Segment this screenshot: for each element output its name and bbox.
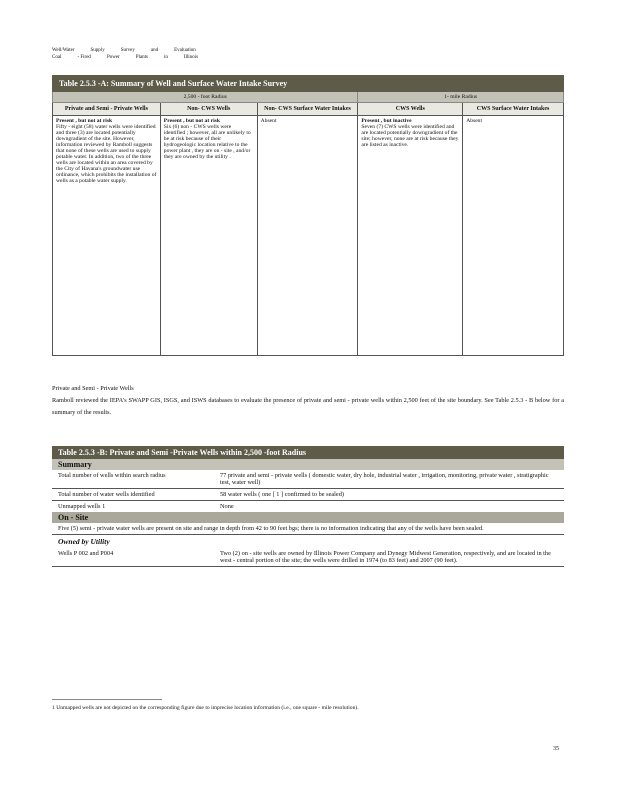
cell-lead: Absent — [260, 118, 277, 124]
table-cell — [463, 116, 564, 356]
row-label: Unmapped wells 1 — [58, 503, 106, 510]
header-word: Survey — [120, 48, 135, 53]
table-cell — [160, 116, 257, 356]
header-word: Well/Water — [52, 48, 75, 53]
paragraph-heading: Private and Semi - Private Wells — [52, 385, 134, 392]
header-word: Illinois — [183, 55, 199, 60]
header-word: Supply — [90, 48, 105, 53]
header-word: Power — [106, 55, 120, 60]
table-cell — [53, 116, 161, 356]
table-title: Table 2.5.3 -A: Summary of Well and Surface Water Intake Survey — [53, 76, 564, 92]
page-number: 35 — [553, 746, 559, 752]
footnote: 1 Unmapped wells are not depicted on the corresponding figure due to imprecise location information (i.e., one square - mile resolution). — [52, 705, 359, 711]
cell-lead: Present , but inactive — [361, 118, 412, 124]
column-header: CWS Wells — [358, 103, 463, 116]
radius-1mile-header: 1- mile Radius — [358, 92, 564, 103]
cell-text: Six (6) non - CWS wells were identified ; however, all are unlikely to be at risk because of their hydrogeologic location relative to the power plant , they are on - site , and/or they are owned by the utility . — [163, 124, 251, 160]
header-word: Coal — [52, 55, 62, 60]
radius-2500-header: 2,500 - foot Radius — [53, 92, 358, 103]
row-value: Two (2) on - site wells are owned by Illinois Power Company and Dynegy Midwest Generation, respectively, and are located in the west - central portion of the site; the wells were drilled in 1974 (to 83 feet) and 2007 (90 feet). — [214, 548, 564, 567]
section-label: On - Site — [52, 512, 564, 523]
table-cell — [257, 116, 358, 356]
column-header: Private and Semi - Private Wells — [53, 103, 161, 116]
paragraph-body: Ramboll reviewed the IEPA's SWAPP GIS, ISGS, and ISWS databases to evaluate the presence of private and semi - private wells within 2,500 feet of the site boundary. See Table 2.5.3 - B below for a summary of the results. — [52, 397, 564, 416]
row-value: 58 water wells ( one [ 1 ] confirmed to be sealed) — [214, 489, 564, 501]
header-word: and — [150, 48, 159, 53]
body-paragraph — [52, 383, 564, 419]
footnote-divider — [52, 699, 162, 700]
header-word: Evaluation — [174, 48, 196, 53]
cell-text: Seven (7) CWS wells were identified and are located potentially downgradient of the site; however, none are at risk because they are listed as inactive. — [361, 124, 459, 148]
onsite-text: Five (5) semi - private water wells are present on site and range in depth from 42 to 90 feet bgs; there is no information indicating that any of the wells have been sealed. — [52, 523, 564, 535]
table-cell — [358, 116, 463, 356]
header-word: in — [163, 55, 168, 60]
header-word: - Fired — [77, 55, 91, 60]
column-header: Non- CWS Surface Water Intakes — [257, 103, 358, 116]
row-label: Total number of wells within search radius — [52, 470, 214, 489]
row-label: Total number of water wells identified — [52, 489, 214, 501]
table-title: Table 2.5.3 -B: Private and Semi -Private Wells within 2,500 -foot Radius — [52, 446, 564, 459]
owned-label: Owned by Utility — [58, 537, 110, 546]
column-header: Non- CWS Wells — [160, 103, 257, 116]
section-label: Summary — [52, 459, 564, 470]
summary-table — [52, 75, 564, 356]
running-header — [52, 47, 232, 61]
row-value: 77 private and semi - private wells ( domestic water, dry hole, industrial water , irrigation, monitoring, private water , stratigraphic test, water well) — [214, 470, 564, 489]
column-header: CWS Surface Water Intakes — [463, 103, 564, 116]
header-word: Plants — [135, 55, 148, 60]
cell-lead: Absent — [466, 118, 483, 124]
row-value: None — [220, 503, 234, 510]
cell-lead: Present , but not at risk — [56, 118, 113, 124]
row-label: Wells P 002 and P004 — [52, 548, 214, 567]
cell-lead: Present , but not at risk — [163, 118, 220, 124]
private-wells-table — [52, 446, 564, 567]
cell-text: Fifty - eight (58) water wells were identified and three (3) are located potentially downgradient of the site. However, information reviewed by Ramboll suggests that none of these wells are used to supply potable water. In addition, two of the three wells are located within an area covered by the City of Havana's groundwater use ordinance, which prohibits the installation of wells as a potable water supply. — [56, 124, 157, 184]
